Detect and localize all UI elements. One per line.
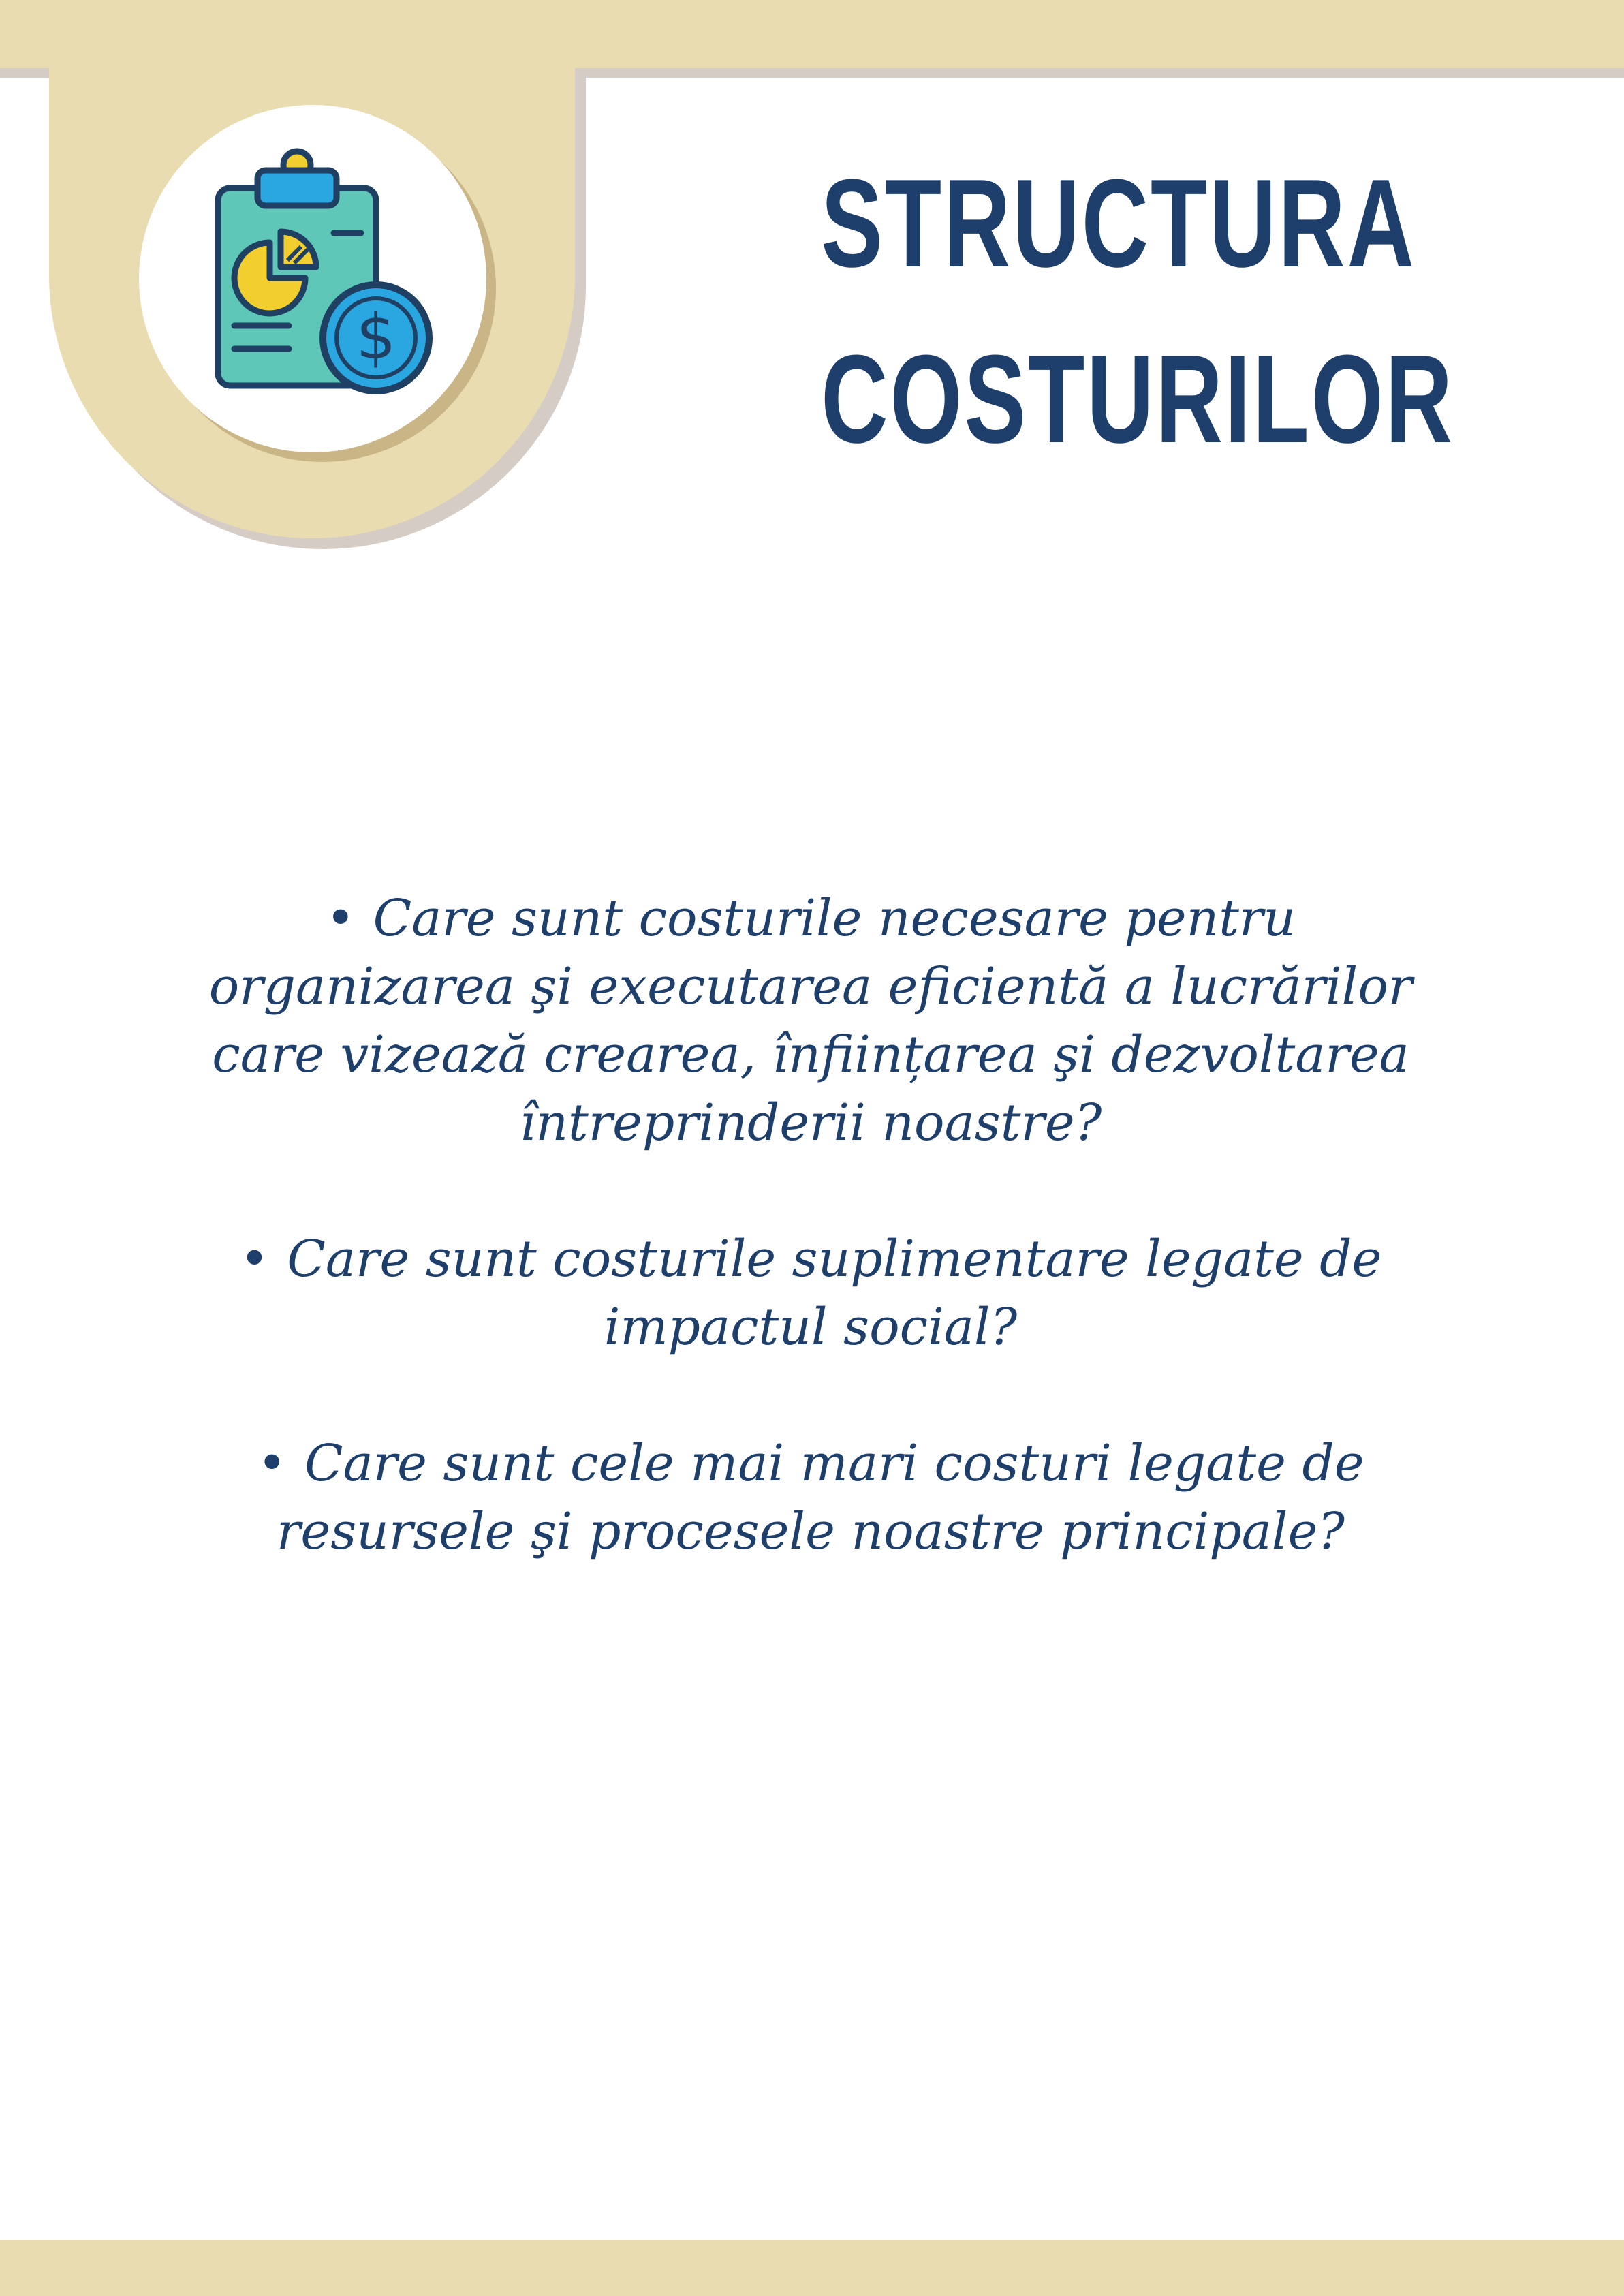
bullet-icon: • <box>257 1434 287 1493</box>
question-text: Care sunt costurile suplimentare legate de impactul social? <box>287 1230 1382 1356</box>
bullet-icon: • <box>325 889 356 948</box>
question-text: Care sunt cele mai mari costuri legate de resursele şi procesele noastre principale? <box>277 1434 1364 1561</box>
bottom-band <box>0 2240 1624 2296</box>
page-title-line-1: STRUCTURA <box>821 153 1416 293</box>
clipboard-pie-chart-dollar-icon <box>204 147 450 406</box>
bullet-icon: • <box>239 1230 270 1288</box>
page-title-line-2: COSTURILOR <box>821 328 1454 469</box>
question-text: Care sunt costurile necesare pentru organizarea şi executarea eficientă a lucrărilor care vizează crearea, înființarea şi dezvoltarea întreprinderii noastre? <box>208 889 1413 1152</box>
question-item <box>198 1429 1424 1566</box>
page-title <box>821 135 1454 486</box>
question-item <box>198 1225 1424 1361</box>
svg-text:$: $ <box>356 300 396 373</box>
question-item <box>198 884 1424 1157</box>
question-list <box>198 884 1424 1566</box>
top-band <box>0 0 1624 68</box>
